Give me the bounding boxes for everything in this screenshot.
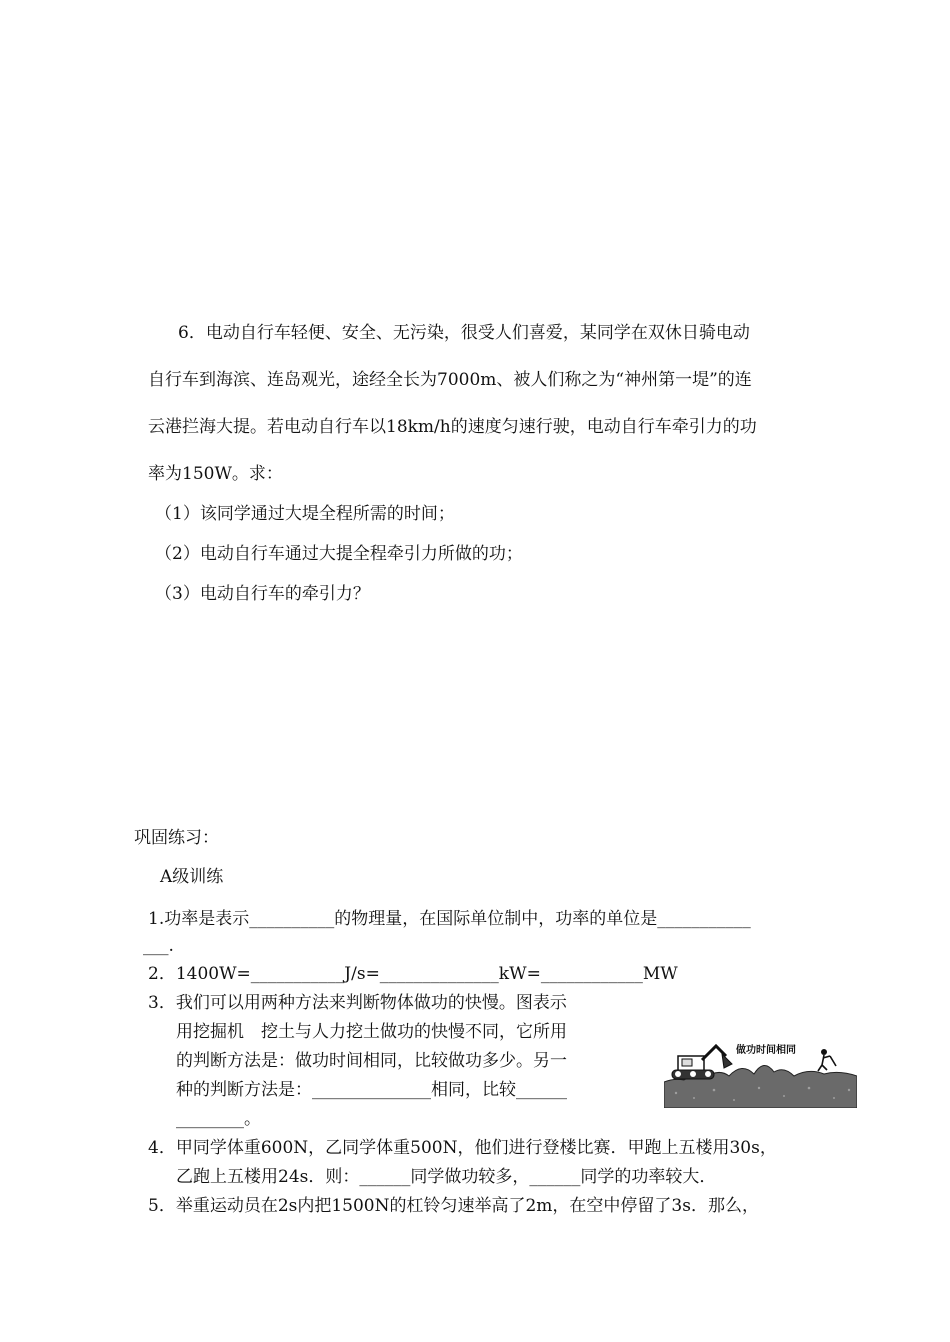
q4-line-2: 乙跑上五楼用24s．则：______同学做功较多，______同学的功率较大． <box>176 1167 717 1187</box>
problem6-part-2: （2）电动自行车通过大提全程牵引力所做的功； <box>155 544 523 564</box>
problem6-part-1: （1）该同学通过大堤全程所需的时间； <box>155 504 455 524</box>
problem6-line-3: 云港拦海大提。若电动自行车以18km/h的速度匀速行驶，电动自行车牵引力的功 <box>148 417 757 437</box>
level-a-heading: A级训练 <box>160 867 224 887</box>
figure-caption: 做功时间相同 <box>736 1045 796 1056</box>
problem6-line-4: 率为150W。求： <box>148 464 283 484</box>
q4-line-1: 4．甲同学体重600N，乙同学体重500N，他们进行登楼比赛．甲跑上五楼用30s， <box>148 1138 777 1158</box>
problem6-line-1: 6．电动自行车轻便、安全、无污染，很受人们喜爱，某同学在双休日骑电动 <box>178 323 750 343</box>
problem6-part-3: （3）电动自行车的牵引力？ <box>155 584 370 604</box>
practice-heading: 巩固练习： <box>134 828 219 848</box>
excavator-figure <box>664 1038 857 1108</box>
q3-line-1: 3．我们可以用两种方法来判断物体做功的快慢。图表示 <box>148 993 567 1013</box>
q2-line: 2．1400W=___________J/s=______________kW=____________MW <box>148 964 678 984</box>
problem6-line-2: 自行车到海滨、连岛观光，途经全长为7000m、被人们称之为“神州第一堤”的连 <box>148 370 752 390</box>
q1-line-1: 1.功率是表示__________的物理量，在国际单位制中，功率的单位是___________ <box>148 909 751 929</box>
q3-line-5: ________。 <box>176 1109 261 1129</box>
q5-line-1: 5．举重运动员在2s内把1500N的杠铃匀速举高了2m，在空中停留了3s．那么， <box>148 1196 759 1216</box>
q3-line-4: 种的判断方法是：______________相同，比较______ <box>176 1080 567 1100</box>
q3-line-3: 的判断方法是：做功时间相同，比较做功多少。另一 <box>176 1051 567 1071</box>
q3-line-2: 用挖掘机 挖土与人力挖土做功的快慢不同，它所用 <box>176 1022 567 1042</box>
q1-line-2: ___. <box>143 936 174 956</box>
